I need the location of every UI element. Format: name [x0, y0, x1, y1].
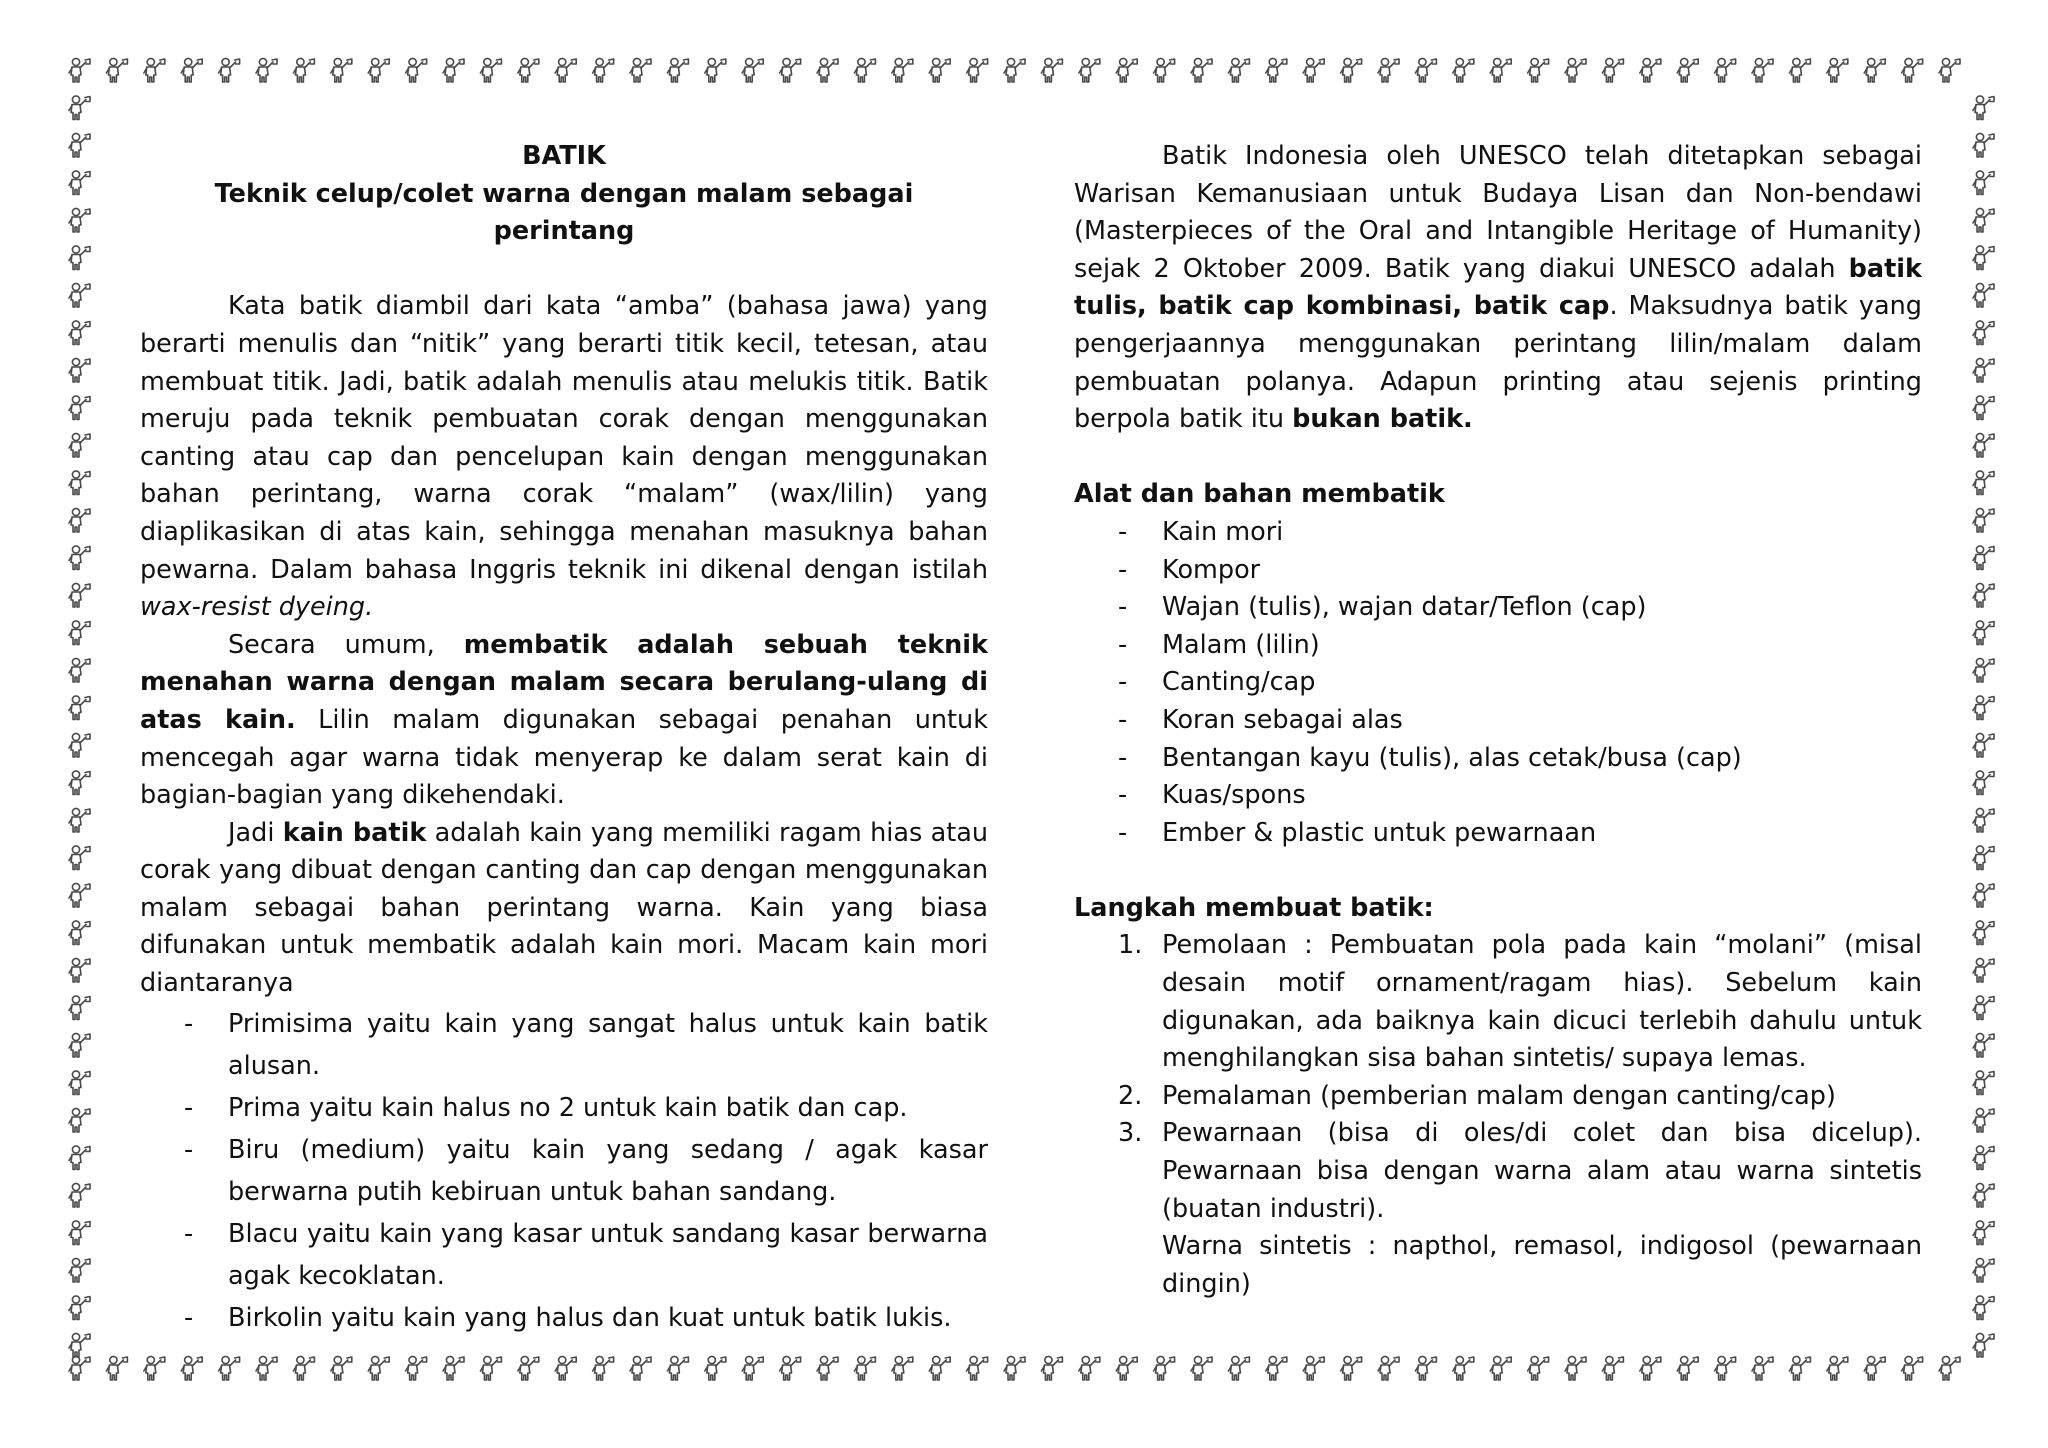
list-item-text: Primisima yaitu kain yang sangat halus untuk kain batik alusan.: [228, 1008, 988, 1081]
list-item-text: Canting/cap: [1162, 667, 1316, 698]
kain-batik-paragraph: [140, 815, 988, 1003]
stick-figure-holding-flag-icon: [1602, 1356, 1623, 1380]
stick-figure-holding-flag-icon: [1341, 58, 1362, 82]
stick-figure-holding-flag-icon: [1973, 996, 1994, 1020]
stick-figure-holding-flag-icon: [1565, 58, 1586, 82]
step-text: Pemolaan : Pembuatan pola pada kain “molani” (misal desain motif ornament/ragam hias). Sebelum kain digunakan, ada baiknya kain dicuci terlebih dahulu untuk menghilangkan sisa bahan sintetis/ supaya lemas.: [1162, 930, 1922, 1074]
stick-figure-holding-flag-icon: [69, 358, 90, 382]
stick-figure-holding-flag-icon: [1973, 433, 1994, 457]
list-item-text: Kain mori: [1162, 516, 1284, 547]
stick-figure-holding-flag-icon: [69, 171, 90, 195]
stick-figure-holding-flag-icon: [1041, 58, 1062, 82]
stick-figure-holding-flag-icon: [1939, 1356, 1960, 1380]
stick-figure-holding-flag-icon: [630, 58, 651, 82]
stick-figure-holding-flag-icon: [331, 1356, 352, 1380]
stick-figure-holding-flag-icon: [368, 1356, 389, 1380]
stick-figure-holding-flag-icon: [1973, 621, 1994, 645]
stick-figure-holding-flag-icon: [69, 246, 90, 270]
stick-figure-holding-flag-icon: [331, 58, 352, 82]
stick-figure-holding-flag-icon: [1864, 58, 1885, 82]
stick-figure-holding-flag-icon: [817, 1356, 838, 1380]
stick-figure-holding-flag-icon: [555, 1356, 576, 1380]
stick-figure-holding-flag-icon: [1789, 1356, 1810, 1380]
stick-figure-holding-flag-icon: [705, 1356, 726, 1380]
stick-figure-holding-flag-icon: [1973, 921, 1994, 945]
list-item: [140, 1129, 988, 1213]
list-marker: -: [184, 1008, 194, 1039]
stick-figure-holding-flag-icon: [69, 921, 90, 945]
stick-figure-holding-flag-icon: [69, 696, 90, 720]
stick-figure-holding-flag-icon: [106, 1356, 127, 1380]
stick-figure-holding-flag-icon: [1973, 471, 1994, 495]
stick-figure-holding-flag-icon: [69, 133, 90, 157]
stick-figure-holding-flag-icon: [1973, 1333, 1994, 1357]
stick-figure-holding-flag-icon: [742, 58, 763, 82]
stick-figure-holding-flag-icon: [1341, 1356, 1362, 1380]
stick-figure-holding-flag-icon: [69, 808, 90, 832]
list-item: [140, 1297, 988, 1339]
list-marker: -: [184, 1092, 194, 1123]
list-item: [1074, 589, 1922, 627]
stick-figure-holding-flag-icon: [1228, 1356, 1249, 1380]
stick-figure-holding-flag-icon: [69, 1258, 90, 1282]
stick-figure-holding-flag-icon: [1973, 208, 1994, 232]
stick-figure-holding-flag-icon: [144, 58, 165, 82]
stick-figure-holding-flag-icon: [1266, 1356, 1287, 1380]
stick-figure-holding-flag-icon: [480, 58, 501, 82]
stick-figure-holding-flag-icon: [1973, 171, 1994, 195]
intro-text: Kata batik diambil dari kata “amba” (bahasa jawa) yang berarti menulis dan “nitik” yang berarti titik kecil, tetesan, atau membuat titik. Jadi, batik adalah menulis atau melukis titik. Batik meruju pada teknik pembuatan corak dengan menggunakan canting atau cap dan pencelupan kain dengan menggunakan bahan perintang, warna corak “malam” (wax/lilin) yang diaplikasikan di atas kain, sehingga menahan masuknya bahan pewarna. Dalam bahasa Inggris teknik ini dikenal dengan istilah: [140, 291, 988, 585]
stick-figure-holding-flag-icon: [1973, 508, 1994, 532]
list-item-text: Birkolin yaitu kain yang halus dan kuat untuk batik lukis.: [228, 1302, 952, 1333]
list-item: [1074, 627, 1922, 665]
stick-figure-holding-flag-icon: [1973, 546, 1994, 570]
stick-figure-holding-flag-icon: [1602, 58, 1623, 82]
stick-figure-holding-flag-icon: [1303, 58, 1324, 82]
stick-figure-holding-flag-icon: [1973, 658, 1994, 682]
stick-figure-holding-flag-icon: [1973, 771, 1994, 795]
list-marker: -: [1118, 817, 1128, 848]
stick-figure-holding-flag-icon: [1973, 96, 1994, 120]
stick-figure-holding-flag-icon: [69, 658, 90, 682]
kain-batik-bold: kain batik: [282, 817, 427, 848]
definition-paragraph: [140, 627, 988, 815]
stick-figure-holding-flag-icon: [1973, 958, 1994, 982]
list-item-text: Bentangan kayu (tulis), alas cetak/busa (cap): [1162, 742, 1742, 773]
list-marker: -: [184, 1134, 194, 1165]
stick-figure-holding-flag-icon: [69, 733, 90, 757]
document-subtitle: Teknik celup/colet warna dengan malam sebagai perintang: [214, 178, 914, 247]
stick-figure-holding-flag-icon: [742, 1356, 763, 1380]
stick-figure-holding-flag-icon: [1565, 1356, 1586, 1380]
stick-figure-holding-flag-icon: [69, 1108, 90, 1132]
stick-figure-holding-flag-icon: [1266, 58, 1287, 82]
stick-figure-holding-flag-icon: [667, 58, 688, 82]
stick-figure-holding-flag-icon: [1415, 1356, 1436, 1380]
stick-figure-holding-flag-icon: [1827, 1356, 1848, 1380]
left-column: [140, 138, 988, 1339]
stick-figure-holding-flag-icon: [69, 621, 90, 645]
stick-figure-holding-flag-icon: [1154, 58, 1175, 82]
stick-figure-holding-flag-icon: [406, 1356, 427, 1380]
list-marker: -: [1118, 629, 1128, 660]
stick-figure-holding-flag-icon: [1902, 58, 1923, 82]
kain-batik-lead: Jadi: [228, 817, 283, 848]
steps-heading: Langkah membuat batik:: [1074, 892, 1434, 923]
stick-figure-holding-flag-icon: [967, 1356, 988, 1380]
list-item-text: Prima yaitu kain halus no 2 untuk kain batik dan cap.: [228, 1092, 908, 1123]
document-title: BATIK: [522, 141, 606, 171]
list-item: [140, 1003, 988, 1087]
list-item-text: Biru (medium) yaitu kain yang sedang / agak kasar berwarna putih kebiruan untuk bahan sandang.: [228, 1134, 988, 1207]
stick-figure-holding-flag-icon: [69, 1071, 90, 1095]
stick-figure-holding-flag-icon: [69, 1333, 90, 1357]
stick-figure-holding-flag-icon: [1973, 396, 1994, 420]
stick-figure-holding-flag-icon: [1973, 283, 1994, 307]
stick-figure-holding-flag-icon: [1191, 58, 1212, 82]
stick-figure-holding-flag-icon: [1973, 358, 1994, 382]
stick-figure-holding-flag-icon: [443, 58, 464, 82]
step-text: Pemalaman (pemberian malam dengan canting/cap): [1162, 1080, 1836, 1111]
stick-figure-holding-flag-icon: [1973, 1221, 1994, 1245]
definition-bold: membatik adalah sebuah teknik menahan warna dengan malam secara berulang-ulang di atas kain.: [140, 629, 989, 735]
stick-figure-holding-flag-icon: [1528, 58, 1549, 82]
stick-figure-holding-flag-icon: [1973, 1183, 1994, 1207]
stick-figure-holding-flag-icon: [1973, 696, 1994, 720]
unesco-bold: batik tulis, batik cap kombinasi, batik cap: [1074, 253, 1922, 322]
stick-figure-holding-flag-icon: [1415, 58, 1436, 82]
stick-figure-holding-flag-icon: [705, 58, 726, 82]
stick-figure-holding-flag-icon: [1453, 1356, 1474, 1380]
stick-figure-holding-flag-icon: [69, 1033, 90, 1057]
stick-figure-holding-flag-icon: [69, 1221, 90, 1245]
definition-lead: Secara umum,: [228, 629, 464, 660]
stick-figure-holding-flag-icon: [1154, 1356, 1175, 1380]
stick-figure-holding-flag-icon: [69, 1356, 90, 1380]
stick-figure-holding-flag-icon: [1640, 58, 1661, 82]
stick-figure-holding-flag-icon: [69, 1296, 90, 1320]
stick-figure-holding-flag-icon: [144, 1356, 165, 1380]
list-item: [1074, 740, 1922, 778]
stick-figure-holding-flag-icon: [1973, 246, 1994, 270]
list-item: [1074, 514, 1922, 552]
stick-figure-holding-flag-icon: [929, 1356, 950, 1380]
stick-figure-holding-flag-icon: [256, 58, 277, 82]
step-number: 3.: [1118, 1118, 1143, 1149]
stick-figure-holding-flag-icon: [1902, 1356, 1923, 1380]
stick-figure-holding-flag-icon: [1973, 321, 1994, 345]
stick-figure-holding-flag-icon: [1490, 58, 1511, 82]
list-marker: -: [184, 1218, 194, 1249]
step-item: [1074, 927, 1922, 1077]
stick-figure-holding-flag-icon: [69, 321, 90, 345]
stick-figure-holding-flag-icon: [69, 846, 90, 870]
stick-figure-holding-flag-icon: [1715, 1356, 1736, 1380]
list-item-text: Kompor: [1162, 554, 1261, 585]
stick-figure-holding-flag-icon: [780, 58, 801, 82]
stick-figure-holding-flag-icon: [69, 996, 90, 1020]
stick-figure-holding-flag-icon: [555, 58, 576, 82]
stick-figure-holding-flag-icon: [69, 283, 90, 307]
step-item: [1074, 1115, 1922, 1228]
unesco-text: Batik Indonesia oleh UNESCO telah ditetapkan sebagai Warisan Kemanusiaan untuk Budaya Lisan dan Non-bendawi (Masterpieces of the Oral and Intangible Heritage of Humanity) sejak 2 Oktober 2009. Batik yang diakui UNESCO adalah: [1074, 141, 1922, 284]
stick-figure-holding-flag-icon: [480, 1356, 501, 1380]
list-item-text: Ember & plastic untuk pewarnaan: [1162, 817, 1597, 848]
stick-figure-holding-flag-icon: [1973, 1146, 1994, 1170]
stick-figure-holding-flag-icon: [69, 958, 90, 982]
list-item: [1074, 552, 1922, 590]
list-item: [140, 1213, 988, 1297]
step3-note: Warna sintetis : napthol, remasol, indigosol (pewarnaan dingin): [1162, 1231, 1922, 1299]
stick-figure-holding-flag-icon: [1079, 1356, 1100, 1380]
stick-figure-holding-flag-icon: [1973, 583, 1994, 607]
stick-figure-holding-flag-icon: [293, 58, 314, 82]
intro-paragraph: [140, 288, 988, 626]
stick-figure-holding-flag-icon: [1303, 1356, 1324, 1380]
stick-figure-holding-flag-icon: [1973, 1033, 1994, 1057]
stick-figure-holding-flag-icon: [518, 58, 539, 82]
list-item-text: Wajan (tulis), wajan datar/Teflon (cap): [1162, 592, 1647, 623]
stick-figure-holding-flag-icon: [69, 433, 90, 457]
stick-figure-holding-flag-icon: [219, 1356, 240, 1380]
stick-figure-holding-flag-icon: [69, 96, 90, 120]
unesco-rest: . Maksudnya batik yang pengerjaannya menggunakan perintang lilin/malam dalam pembuatan polanya. Adapun printing atau sejenis printing berpola batik itu: [1074, 291, 1922, 435]
stick-figure-holding-flag-icon: [1973, 1258, 1994, 1282]
stick-figure-holding-flag-icon: [1752, 1356, 1773, 1380]
list-item-text: Koran sebagai alas: [1162, 704, 1403, 735]
list-item: [1074, 702, 1922, 740]
stick-figure-holding-flag-icon: [443, 1356, 464, 1380]
stick-figure-holding-flag-icon: [1640, 1356, 1661, 1380]
stick-figure-holding-flag-icon: [293, 1356, 314, 1380]
tools-list: [1074, 514, 1922, 852]
stick-figure-holding-flag-icon: [1752, 58, 1773, 82]
stick-figure-holding-flag-icon: [69, 546, 90, 570]
definition-rest: Lilin malam digunakan sebagai penahan untuk mencegah agar warna tidak menyerap ke dalam serat kain di bagian-bagian yang dikehendaki.: [140, 704, 988, 811]
stick-figure-holding-flag-icon: [69, 1146, 90, 1170]
stick-figure-holding-flag-icon: [1973, 1296, 1994, 1320]
stick-figure-holding-flag-icon: [406, 58, 427, 82]
stick-figure-holding-flag-icon: [1827, 58, 1848, 82]
step-text: Pewarnaan (bisa di oles/di colet dan bisa dicelup). Pewarnaan bisa dengan warna alam atau warna sintetis (buatan industri).: [1162, 1118, 1922, 1224]
list-item-text: Blacu yaitu kain yang kasar untuk sandang kasar berwarna agak kecoklatan.: [228, 1218, 988, 1291]
list-marker: -: [1118, 554, 1128, 585]
intro-italic-term: wax-resist dyeing.: [140, 592, 374, 623]
step-number: 2.: [1118, 1080, 1143, 1111]
stick-figure-holding-flag-icon: [1041, 1356, 1062, 1380]
list-item: [1074, 815, 1922, 853]
stick-figure-holding-flag-icon: [1715, 58, 1736, 82]
stick-figure-holding-flag-icon: [1973, 133, 1994, 157]
stick-figure-holding-flag-icon: [854, 58, 875, 82]
stick-figure-holding-flag-icon: [256, 1356, 277, 1380]
stick-figure-holding-flag-icon: [854, 1356, 875, 1380]
stick-figure-holding-flag-icon: [69, 771, 90, 795]
list-item: [1074, 777, 1922, 815]
stick-figure-holding-flag-icon: [219, 58, 240, 82]
kain-batik-rest: adalah kain yang memiliki ragam hias atau corak yang dibuat dengan canting dan cap dengan menggunakan malam sebagai bahan perintang warna. Kain yang biasa difunakan untuk membatik adalah kain mori. Macam kain mori diantaranya: [140, 817, 988, 999]
list-marker: -: [1118, 516, 1128, 547]
stick-figure-holding-flag-icon: [593, 58, 614, 82]
stick-figure-holding-flag-icon: [1116, 58, 1137, 82]
stick-figure-holding-flag-icon: [1973, 883, 1994, 907]
stick-figure-holding-flag-icon: [106, 58, 127, 82]
unesco-bold-end: bukan batik.: [1292, 404, 1473, 435]
stick-figure-holding-flag-icon: [667, 1356, 688, 1380]
stick-figure-holding-flag-icon: [1973, 1108, 1994, 1132]
right-column: [1074, 138, 1922, 1303]
stick-figure-holding-flag-icon: [69, 396, 90, 420]
stick-figure-holding-flag-icon: [817, 58, 838, 82]
stick-figure-holding-flag-icon: [967, 58, 988, 82]
stick-figure-holding-flag-icon: [1116, 1356, 1137, 1380]
list-marker: -: [184, 1302, 194, 1333]
list-marker: -: [1118, 592, 1128, 623]
step-number: 1.: [1118, 930, 1143, 961]
list-marker: -: [1118, 742, 1128, 773]
stick-figure-holding-flag-icon: [69, 508, 90, 532]
stick-figure-holding-flag-icon: [69, 583, 90, 607]
stick-figure-holding-flag-icon: [892, 1356, 913, 1380]
stick-figure-holding-flag-icon: [1939, 58, 1960, 82]
stick-figure-holding-flag-icon: [69, 58, 90, 82]
list-item: [1074, 664, 1922, 702]
stick-figure-holding-flag-icon: [1677, 58, 1698, 82]
stick-figure-holding-flag-icon: [1490, 1356, 1511, 1380]
stick-figure-holding-flag-icon: [181, 58, 202, 82]
stick-figure-holding-flag-icon: [1864, 1356, 1885, 1380]
stick-figure-holding-flag-icon: [1378, 1356, 1399, 1380]
steps-list: [1074, 927, 1922, 1228]
stick-figure-holding-flag-icon: [1528, 1356, 1549, 1380]
stick-figure-holding-flag-icon: [69, 1183, 90, 1207]
list-item: [140, 1087, 988, 1129]
stick-figure-holding-flag-icon: [780, 1356, 801, 1380]
stick-figure-holding-flag-icon: [1973, 1071, 1994, 1095]
list-item-text: Malam (lilin): [1162, 629, 1320, 660]
stick-figure-holding-flag-icon: [1228, 58, 1249, 82]
list-marker: -: [1118, 780, 1128, 811]
stick-figure-holding-flag-icon: [1789, 58, 1810, 82]
stick-figure-holding-flag-icon: [518, 1356, 539, 1380]
stick-figure-holding-flag-icon: [1973, 846, 1994, 870]
stick-figure-holding-flag-icon: [892, 58, 913, 82]
stick-figure-holding-flag-icon: [1004, 1356, 1025, 1380]
stick-figure-holding-flag-icon: [1453, 58, 1474, 82]
stick-figure-holding-flag-icon: [1677, 1356, 1698, 1380]
stick-figure-holding-flag-icon: [630, 1356, 651, 1380]
step-item: [1074, 1078, 1922, 1116]
stick-figure-holding-flag-icon: [181, 1356, 202, 1380]
stick-figure-holding-flag-icon: [1004, 58, 1025, 82]
stick-figure-holding-flag-icon: [1973, 808, 1994, 832]
stick-figure-holding-flag-icon: [69, 883, 90, 907]
list-item-text: Kuas/spons: [1162, 780, 1306, 811]
stick-figure-holding-flag-icon: [929, 58, 950, 82]
unesco-paragraph: [1074, 138, 1922, 439]
stick-figure-holding-flag-icon: [1378, 58, 1399, 82]
stick-figure-holding-flag-icon: [69, 208, 90, 232]
tools-heading: Alat dan bahan membatik: [1074, 479, 1445, 510]
list-marker: -: [1118, 704, 1128, 735]
stick-figure-holding-flag-icon: [1079, 58, 1100, 82]
mori-fabric-list: [140, 1003, 988, 1339]
list-marker: -: [1118, 667, 1128, 698]
stick-figure-holding-flag-icon: [368, 58, 389, 82]
stick-figure-holding-flag-icon: [1973, 733, 1994, 757]
stick-figure-holding-flag-icon: [1191, 1356, 1212, 1380]
stick-figure-holding-flag-icon: [593, 1356, 614, 1380]
stick-figure-holding-flag-icon: [69, 471, 90, 495]
